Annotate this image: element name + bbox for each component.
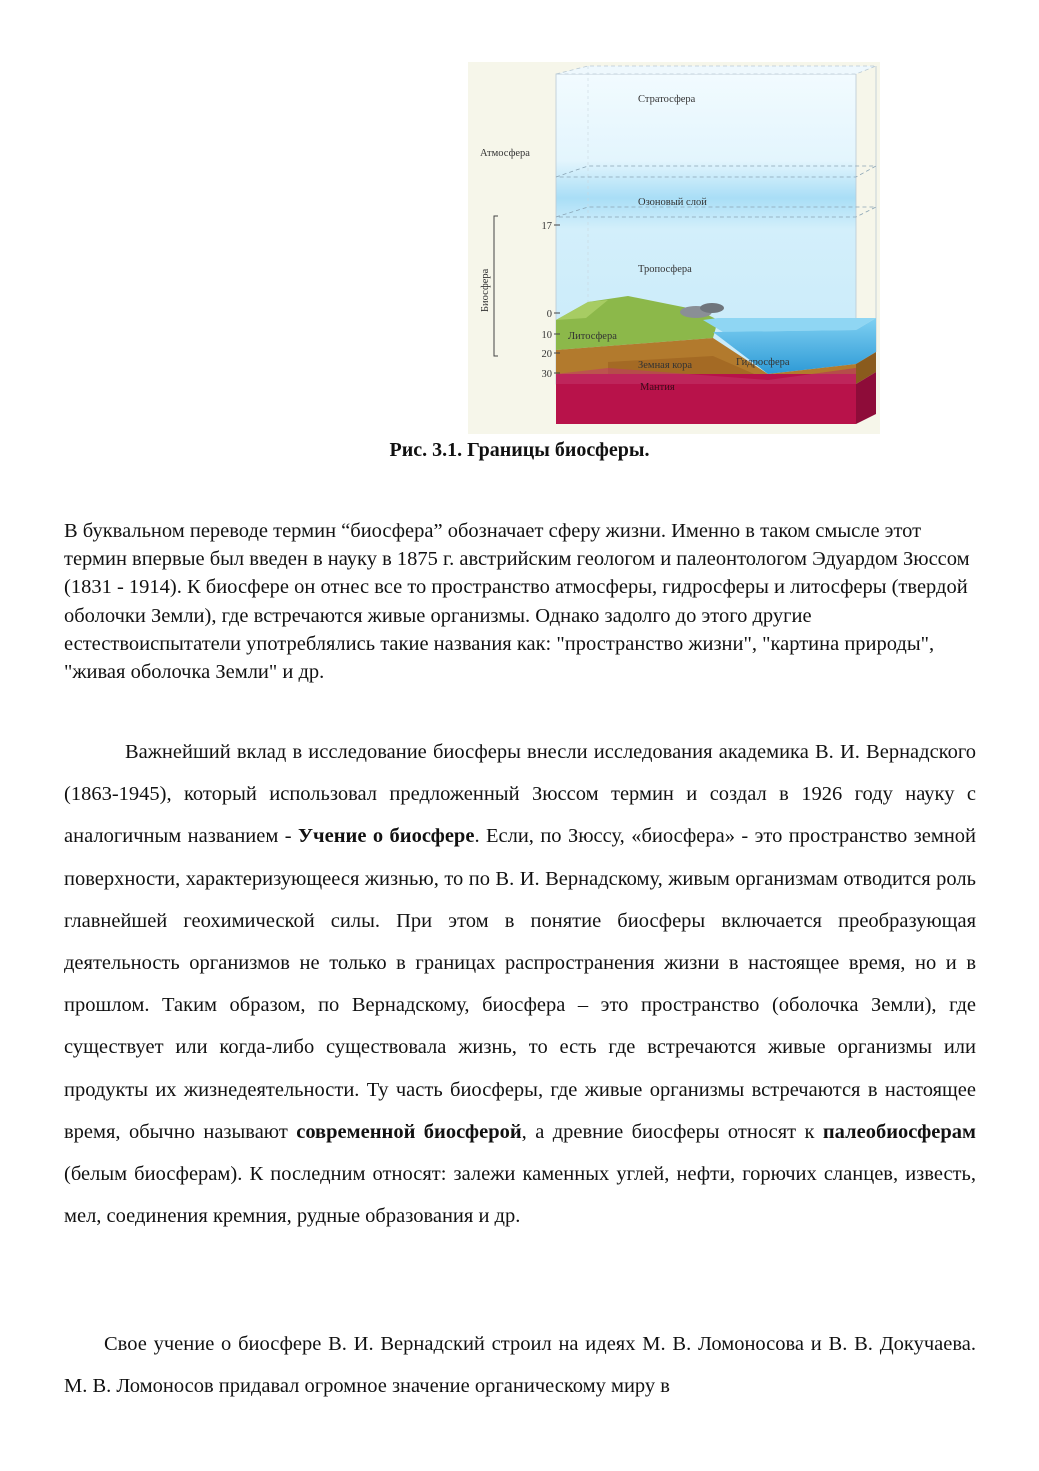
- vernadsky-paragraph: [64, 731, 976, 1237]
- term-paleobiospheres: палеобиосферам: [822, 1120, 976, 1143]
- term-modern-biosphere: современной биосферой: [296, 1120, 522, 1143]
- para2-text-1: Важнейший вклад в исследование биосферы внесли исследования академика В. И. Вернадского (1863-1945), который использовал предложенный Зюссом термин и создал в 1926 году науку с аналогичным названием -: [64, 741, 976, 848]
- label-atmosphere: Атмосфера: [480, 148, 530, 159]
- tick-10: 10: [541, 330, 552, 341]
- tick-17: 17: [541, 221, 552, 232]
- label-biosphere: Биосфера: [480, 268, 491, 312]
- label-mantle: Мантия: [640, 382, 675, 393]
- label-stratosphere: Стратосфера: [638, 94, 696, 105]
- para2-text-2: . Если, по Зюссу, «биосфера» - это пространство земной поверхности, характеризующееся жизнью, то по В. И. Вернадскому, живым организмам отводится роль главнейшей геохимической силы. При этом в понятие биосферы включается преобразующая деятельность организмов не только в границах распространения жизни в настоящее время, но и в прошлом. Таким образом, по Вернадскому, биосфера – это пространство (оболочка Земли), где существует или когда-либо существовала жизнь, то есть где встречаются живые организмы или продукты их жизнедеятельности. Ту часть биосферы, где живые организмы встречаются в настоящее время, обычно называют: [64, 825, 977, 1143]
- label-troposphere: Тропосфера: [638, 264, 692, 275]
- intro-paragraph: В буквальном переводе термин “биосфера” обозначает сферу жизни. Именно в таком смысле этот термин впервые был введен в науку в 1875 г. австрийским геологом и палеонтологом Эдуардом Зюссом (1831 - 1914). К биосфере он отнес все то пространство атмосферы, гидросферы и литосферы (твердой оболочки Земли), где встречаются живые организмы. Однако задолго до этого другие естествоиспытатели употреблялись такие названия как: "пространство жизни", "картина природы", "живая оболочка Земли" и др.: [64, 520, 970, 684]
- label-lithosphere: Литосфера: [568, 331, 617, 342]
- tick-0: 0: [546, 309, 552, 320]
- para2-text-3: , а древние биосферы относят к: [521, 1120, 823, 1143]
- figure-caption: Рис. 3.1. Границы биосферы.: [389, 439, 650, 461]
- para2-text-4: (белым биосферам). К последним относят: залежи каменных углей, нефти, горючих сланцев, известь, мел, соединения кремния, рудные образования и др.: [64, 1163, 976, 1228]
- tick-30: 30: [541, 369, 552, 380]
- label-ozone: Озоновый слой: [638, 197, 707, 208]
- label-crust: Земная кора: [638, 360, 693, 371]
- tick-20: 20: [541, 349, 552, 360]
- label-hydrosphere: Гидросфера: [736, 357, 790, 368]
- term-biosphere-doctrine: Учение о биосфере: [298, 825, 475, 848]
- lomonosov-paragraph: Свое учение о биосфере В. И. Вернадский строил на идеях М. В. Ломоносова и В. В. Докучаева. М. В. Ломоносов придавал огромное значение органическому миру в: [64, 1333, 976, 1398]
- biosphere-boundaries-figure: [468, 62, 880, 434]
